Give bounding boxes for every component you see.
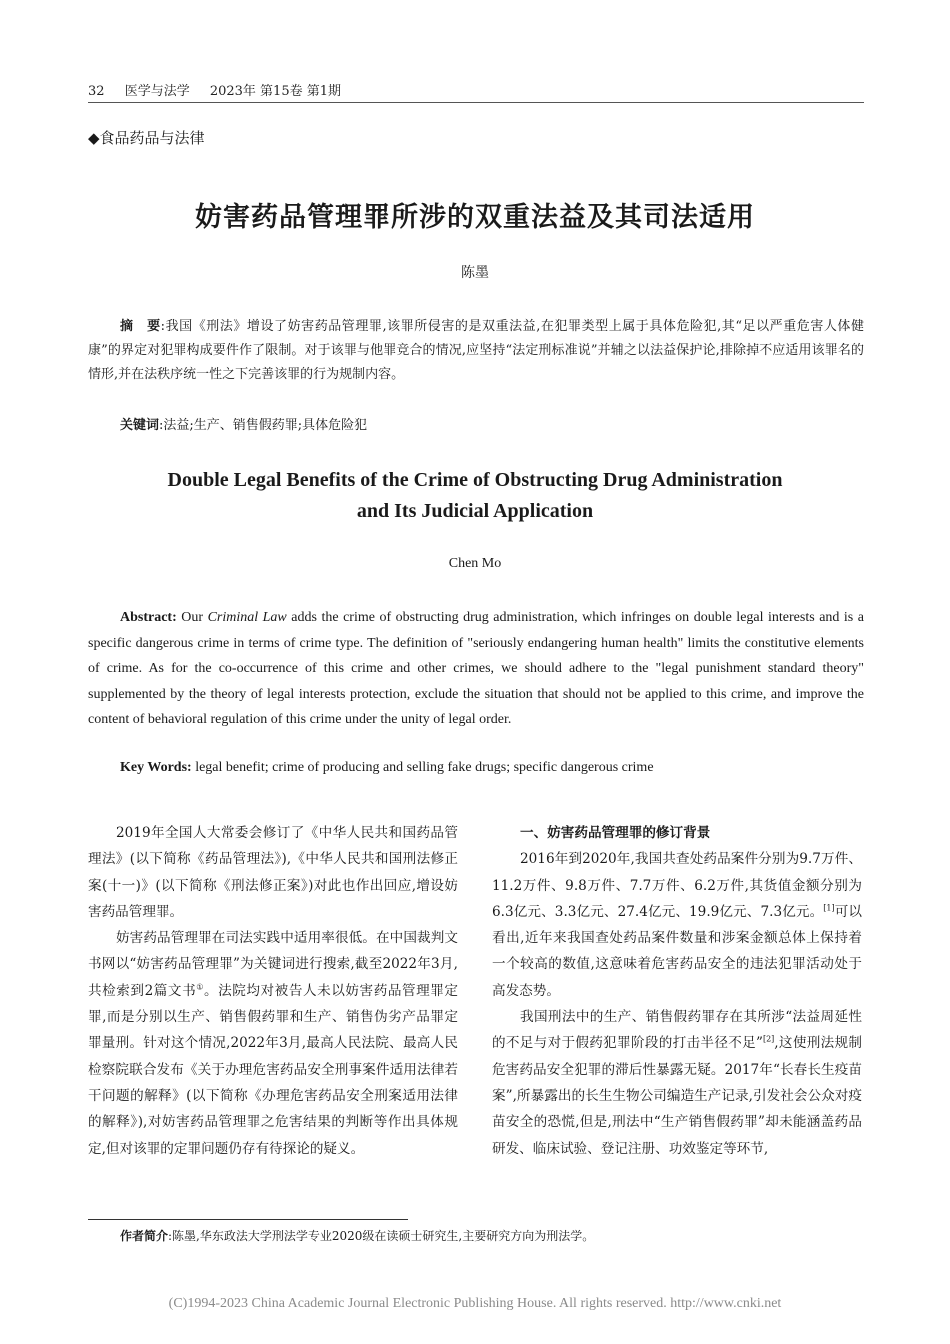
page-number: 32 (88, 84, 105, 99)
abstract-cn-label: 摘 要 (120, 319, 161, 334)
abstract-en-pre: Our (176, 610, 208, 625)
keywords-en-text: legal benefit; crime of producing and selling fake drugs; specific dangerous crime (191, 760, 654, 775)
footnote-text: :陈墨,华东政法大学刑法学专业2020级在读硕士研究生,主要研究方向为刑法学。 (168, 1229, 595, 1243)
keywords-en-label: Key Words: (120, 760, 192, 775)
author-cn: 陈墨 (461, 265, 489, 281)
header-rule (88, 102, 864, 103)
abstract-cn-text: :我国《刑法》增设了妨害药品管理罪,该罪所侵害的是双重法益,在犯罪类型上属于具体危险犯,其“足以严重危害人体健康”的界定对犯罪构成要件作了限制。对于该罪与他罪竞合的情况,应坚持“法定刑标准说”并辅之以法益保护论,排除掉不应适用该罪名的情形,并在法秩序统一性之下完善该罪的行为规制内容。 (88, 319, 864, 382)
body-left-paragraph-1: 2019年全国人大常委会修订了《中华人民共和国药品管理法》(以下简称《药品管理法》),《中华人民共和国刑法修正案(十一)》(以下简称《刑法修正案》)对此也作出回应,增设妨害药品管理罪。 (88, 825, 458, 920)
title-en-line1: Double Legal Benefits of the Crime of Obstructing Drug Administration (167, 469, 783, 491)
title-en (0, 465, 950, 527)
body-right-p1-part-b: 可以看出,近年来我国查处药品案件数量和涉案金额总体上保持着一个较高的数值,这意味着危害药品安全的违法犯罪活动处于高发态势。 (492, 903, 863, 999)
title-cn: 妨害药品管理罪所涉的双重法益及其司法适用 (195, 202, 755, 233)
body-right-paragraph-2 (492, 1004, 862, 1162)
title-en-line2: and Its Judicial Application (356, 500, 594, 522)
journal-issue: 2023年 第15卷 第1期 (209, 84, 342, 99)
abstract-en (88, 605, 864, 733)
column-tag: ◆食品药品与法律 (88, 129, 205, 147)
abstract-en-italic: Criminal Law (207, 610, 287, 625)
keywords-cn-text: :法益;生产、销售假药罪;具体危险犯 (159, 418, 368, 433)
body-right-p2-part-a: 我国刑法中的生产、销售假药罪存在其所涉“法益周延性的不足与对于假药犯罪阶段的打击半径不足” (492, 1009, 862, 1052)
keywords-cn-label: 关键词 (120, 418, 160, 433)
body-right-paragraph-1 (492, 846, 862, 1004)
body-left-p2-part-a: 妨害药品管理罪在司法实践中适用率很低。在中国裁判文书网以“妨害药品管理罪”为关键词进行搜索,截至2022年3月,共检索到2篇文书 (88, 930, 458, 999)
footnote-label: 作者简介 (120, 1229, 169, 1243)
citation-ref-1: [1] (823, 903, 835, 913)
body-right-p1-part-a: 2016年到2020年,我国共查处药品案件分别为9.7万件、11.2万件、9.8万件、7.7万件、6.2万件,其货值金额分别为6.3亿元、3.3亿元、27.4亿元、19.9亿元、7.3亿元。 (492, 851, 862, 920)
footnote-rule (88, 1219, 408, 1220)
author-en: Chen Mo (448, 556, 502, 571)
journal-name: 医学与法学 (124, 84, 190, 99)
body-right-p2-part-b: ,这使刑法规制危害药品安全犯罪的滞后性暴露无疑。2017年“长春长生疫苗案”,所暴露出的长生生物公司编造生产记录,引发社会公众对疫苗安全的恐慌,但是,刑法中“生产销售假药罪”却未能涵盖药品研发、临床试验、登记注册、功效鉴定等环节, (492, 1035, 862, 1157)
author-bio-footnote (120, 1227, 864, 1244)
running-head (88, 80, 864, 99)
citation-ref-2: [2] (762, 1034, 775, 1044)
keywords-cn (120, 414, 864, 433)
body-left-p2-part-b: 。法院均对被告人未以妨害药品管理罪定罪,而是分别以生产、销售假药罪和生产、销售伪劣产品罪定罪量刑。针对这个情况,2022年3月,最高人民法院、最高人民检察院联合发布《关于办理危害药品安全刑事案件适用法律若干问题的解释》(以下简称《办理危害药品安全刑案适用法律的解释》),对妨害药品管理罪之危害结果的判断等作出具体规定,但对该罪的定罪问题仍存有待探论的疑义。 (88, 982, 459, 1157)
abstract-cn (88, 315, 864, 387)
footnote-ref-1: ① (196, 982, 204, 992)
abstract-en-label: Abstract: (120, 610, 177, 625)
body-left-paragraph-2 (88, 925, 458, 1162)
body-right-column (492, 820, 862, 1162)
keywords-en (120, 760, 864, 776)
body-left-column (88, 820, 458, 1162)
section-heading-1: 一、妨害药品管理罪的修订背景 (520, 825, 711, 841)
abstract-en-post: adds the crime of obstructing drug administration, which infringes on double legal interests and is a specific dangerous crime in terms of crime type. The definition of "seriously endangering human health" limits the constitutive elements of crime. As for the co-occurrence of this crime and other crimes, we should adhere to the "legal punishment standard theory" supplemented by the theory of legal interests protection, exclude the situation that should not be applied to this crime, and improve the content of behavioral regulation of this crime under the unity of legal order. (88, 610, 864, 728)
copyright-notice: (C)1994-2023 China Academic Journal Electronic Publishing House. All rights reserved. http://www.cnki.net (168, 1296, 782, 1311)
